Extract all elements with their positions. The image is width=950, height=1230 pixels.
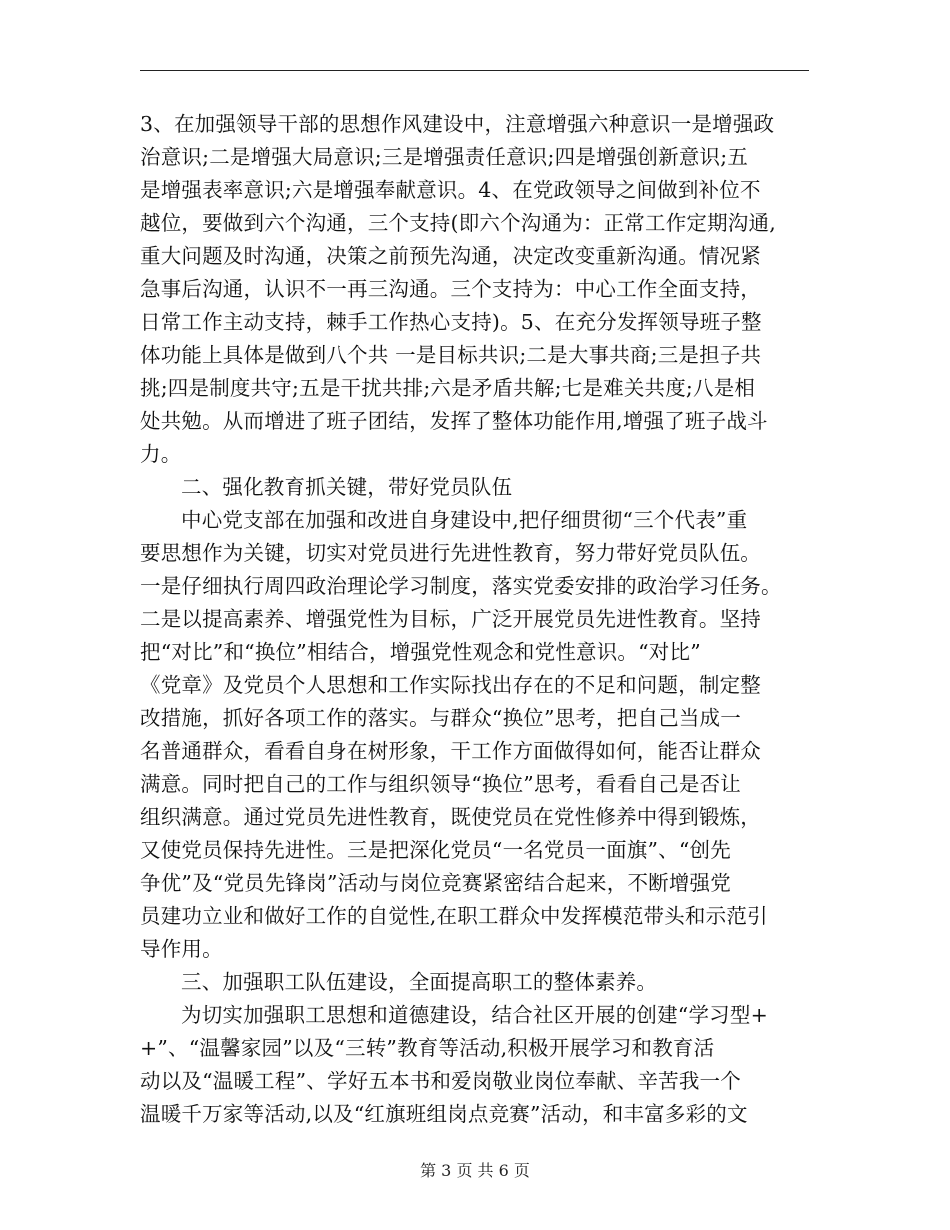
text-line: 重大问题及时沟通，决策之前预先沟通，决定改变重新沟通。情况紧 [140, 244, 761, 268]
text-line: 三、加强职工队伍建设，全面提高职工的整体素养。 [181, 970, 658, 994]
document-body [140, 108, 809, 1131]
text-line: 处共勉。从而增进了班子团结，发挥了整体功能作用,增强了班子战斗 [140, 409, 768, 433]
text-line: 挑;四是制度共守;五是干扰共排;六是矛盾共解;七是难关共度;八是相 [140, 376, 756, 400]
header-rule [140, 70, 809, 71]
text-line: 为切实加强职工思想和道德建设，结合社区开展的创建“学习型+ [181, 1003, 768, 1027]
page-number-footer: 第 3 页 共 6 页 [420, 1161, 530, 1180]
text-line: 越位，要做到六个沟通，三个支持(即六个沟通为：正常工作定期沟通, [140, 211, 776, 235]
text-line: 治意识;二是增强大局意识;三是增强责任意识;四是增强创新意识;五 [140, 145, 749, 169]
text-line: 满意。同时把自己的工作与组织领导“换位”思考，看看自己是否让 [140, 772, 741, 796]
text-line: 改措施，抓好各项工作的落实。与群众“换位”思考，把自己当成一 [140, 706, 741, 730]
text-line: 《党章》及党员个人思想和工作实际找出存在的不足和问题，制定整 [140, 673, 761, 697]
text-line: 急事后沟通，认识不一再三沟通。三个支持为：中心工作全面支持， [140, 277, 761, 301]
text-line: 体功能上具体是做到八个共 一是目标共识;二是大事共商;三是担子共 [140, 343, 762, 367]
text-line: 二、强化教育抓关键，带好党员队伍 [181, 475, 513, 499]
text-line: 温暖千万家等活动,以及“红旗班组岗点竞赛”活动，和丰富多彩的文 [140, 1102, 748, 1126]
text-line: 3、在加强领导干部的思想作风建设中，注意增强六种意识一是增强政 [140, 112, 775, 136]
text-line: 日常工作主动支持，棘手工作热心支持)。5、在充分发挥领导班子整 [140, 310, 762, 334]
text-line: 一是仔细执行周四政治理论学习制度，落实党委安排的政治学习任务。 [140, 574, 782, 598]
text-line: 又使党员保持先进性。三是把深化党员“一名党员一面旗”、“创先 [140, 838, 731, 862]
text-line: +”、“温馨家园”以及“三转”教育等活动,积极开展学习和教育活 [140, 1036, 715, 1060]
text-line: 动以及“温暖工程”、学好五本书和爱岗敬业岗位奉献、辛苦我一个 [140, 1069, 741, 1093]
text-line: 名普通群众，看看自身在树形象，干工作方面做得如何，能否让群众 [140, 739, 761, 763]
text-line: 组织满意。通过党员先进性教育，既使党员在党性修养中得到锻炼， [140, 805, 761, 829]
text-line: 中心党支部在加强和改进自身建设中,把仔细贯彻“三个代表”重 [181, 508, 748, 532]
text-line: 要思想作为关键，切实对党员进行先进性教育，努力带好党员队伍。 [140, 541, 761, 565]
text-line: 力。 [140, 442, 182, 466]
text-line: 是增强表率意识;六是增强奉献意识。4、在党政领导之间做到补位不 [140, 178, 761, 202]
text-line: 把“对比”和“换位”相结合，增强党性观念和党性意识。“对比” [140, 640, 701, 664]
text-line: 二是以提高素养、增强党性为目标，广泛开展党员先进性教育。坚持 [140, 607, 761, 631]
text-line: 员建功立业和做好工作的自觉性,在职工群众中发挥模范带头和示范引 [140, 904, 768, 928]
text-line: 导作用。 [140, 937, 223, 961]
text-line: 争优”及“党员先锋岗”活动与岗位竞赛紧密结合起来，不断增强党 [140, 871, 731, 895]
